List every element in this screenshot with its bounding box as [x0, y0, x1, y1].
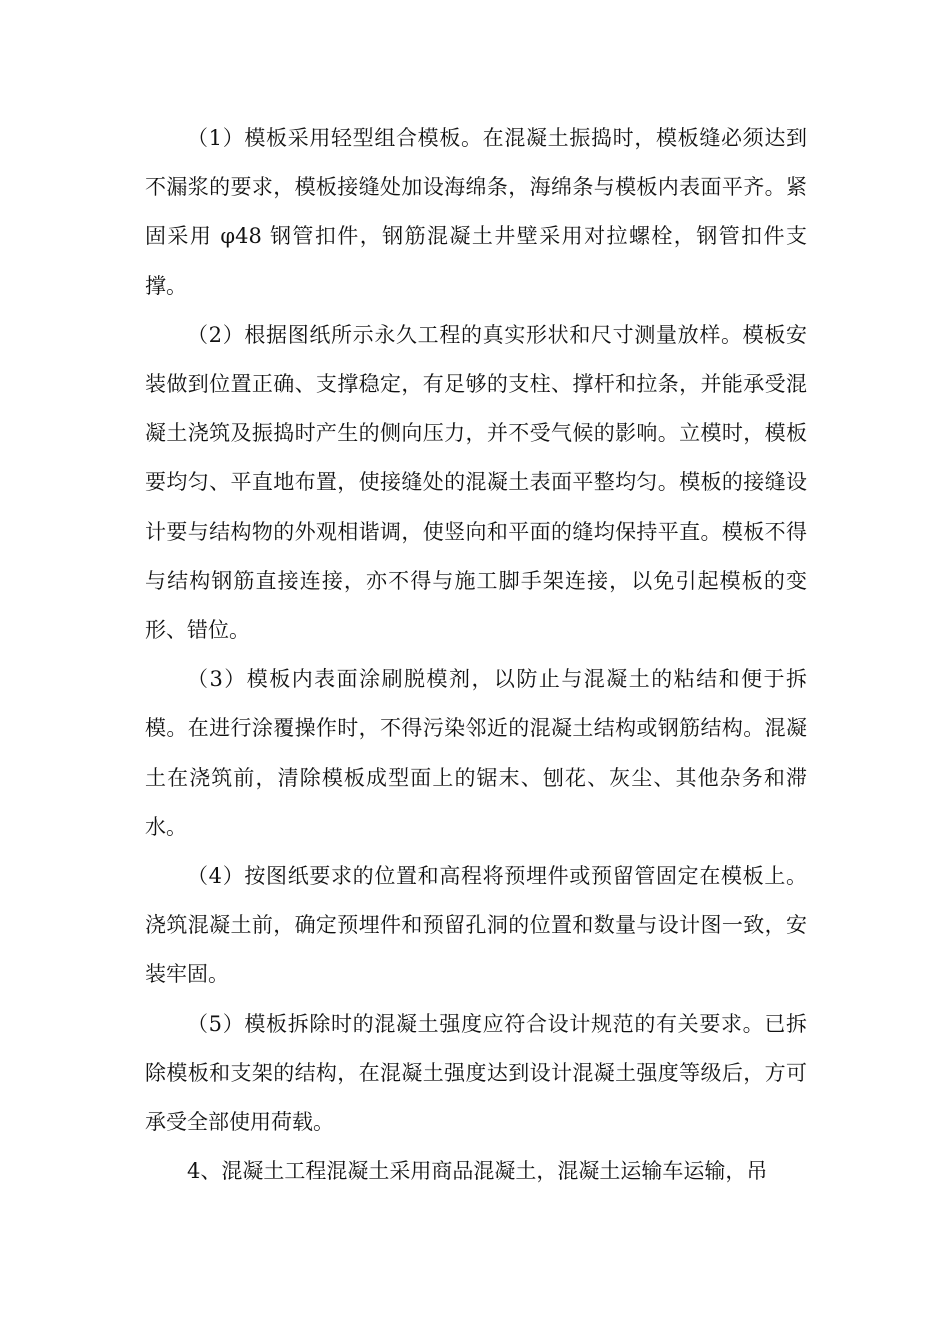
paragraph-formwork-type: （1）模板采用轻型组合模板。在混凝土振捣时，模板缝必须达到不漏浆的要求，模板接缝处加设海绵条，海绵条与模板内表面平齐。紧固采用 φ48 钢管扣件，钢筋混凝土井壁采用对拉螺栓，钢管扣件支撑。 [145, 126, 807, 298]
document-body [145, 114, 807, 1196]
paragraph-embedded-parts: （4）按图纸要求的位置和高程将预埋件或预留管固定在模板上。浇筑混凝土前，确定预埋件和预留孔洞的位置和数量与设计图一致，安装牢固。 [145, 864, 807, 987]
paragraph-formwork-layout: （2）根据图纸所示永久工程的真实形状和尺寸测量放样。模板安装做到位置正确、支撑稳定，有足够的支柱、撑杆和拉条，并能承受混凝土浇筑及振捣时产生的侧向压力，并不受气候的影响。立模时，模板要均匀、平直地布置，使接缝处的混凝土表面平整均匀。模板的接缝设计要与结构物的外观相谐调，使竖向和平面的缝均保持平直。模板不得与结构钢筋直接连接，亦不得与施工脚手架连接，以免引起模板的变形、错位。 [145, 322, 807, 643]
paragraph-formwork-removal: （5）模板拆除时的混凝土强度应符合设计规范的有关要求。已拆除模板和支架的结构，在混凝土强度达到设计混凝土强度等级后，方可承受全部使用荷载。 [145, 1011, 807, 1135]
paragraph-concrete-works: 4、混凝土工程混凝土采用商品混凝土，混凝土运输车运输，吊 [187, 1159, 768, 1184]
paragraph-release-agent: （3）模板内表面涂刷脱模剂，以防止与混凝土的粘结和便于拆模。在进行涂覆操作时，不得污染邻近的混凝土结构或钢筋结构。混凝土在浇筑前，清除模板成型面上的锯末、刨花、灰尘、其他杂务和滞水。 [145, 667, 807, 839]
